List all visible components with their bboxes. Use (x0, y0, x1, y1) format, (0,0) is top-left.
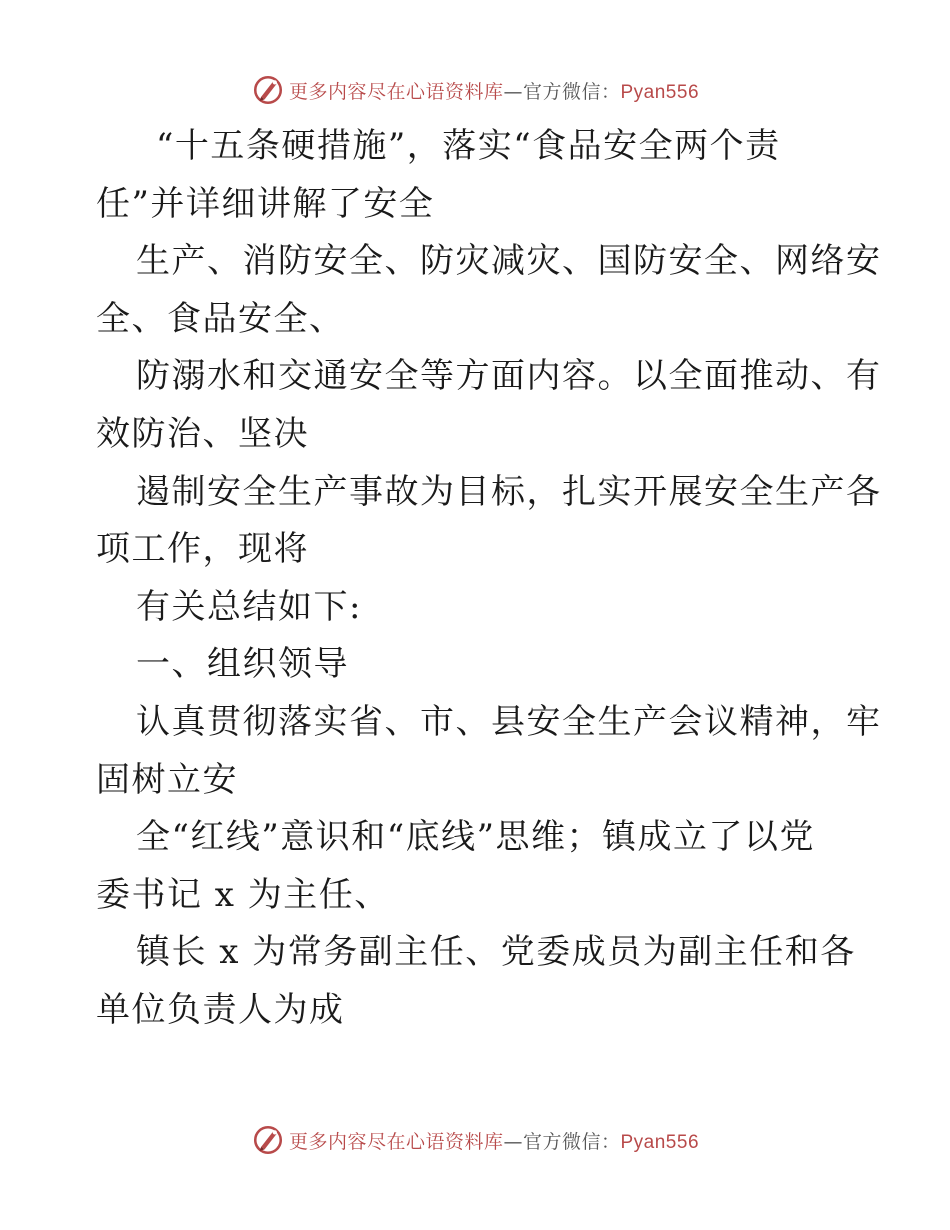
watermark-wechat-id: Pyan556 (620, 81, 700, 103)
watermark-wechat-label: 官方微信： (522, 80, 621, 103)
body-line: 有关总结如下: (136, 586, 362, 627)
body-line: 单位负责人为成 (96, 989, 345, 1030)
body-line: 全、食品安全、 (96, 298, 345, 339)
header-watermark (0, 70, 950, 110)
watermark-dash: — (503, 80, 523, 103)
watermark-site-text: 更多内容尽在心语资料库 (288, 80, 504, 103)
body-line: 镇长 x 为常务副主任、党委成员为副主任和各 (136, 932, 856, 973)
body-line: 固树立安 (96, 759, 238, 800)
body-line: 遏制安全生产事故为目标，扎实开展安全生产各 (136, 471, 882, 512)
watermark-site-text: 更多内容尽在心语资料库 (288, 1130, 504, 1153)
document-body (96, 118, 882, 1040)
body-line: 任”并详细讲解了安全 (96, 183, 435, 224)
watermark-dash: — (503, 1130, 523, 1153)
pen-circle-logo-icon (251, 1123, 285, 1157)
body-line: 委书记 x 为主任、 (96, 874, 390, 915)
watermark-wechat-id: Pyan556 (620, 1131, 700, 1153)
body-line: 全“红线”意识和“底线”思维；镇成立了以党 (136, 817, 816, 858)
body-line: 效防治、坚决 (96, 413, 309, 454)
watermark-wechat-label: 官方微信： (522, 1130, 621, 1153)
watermark-text (289, 77, 699, 104)
body-line: 生产、消防安全、防灾减灾、国防安全、网络安 (136, 241, 882, 282)
body-line: 认真贯彻落实省、市、县安全生产会议精神，牢 (136, 701, 882, 742)
body-line: “十五条硬措施”，落实“食品安全两个责 (156, 126, 781, 166)
watermark-text (289, 1127, 699, 1154)
footer-watermark (0, 1120, 950, 1160)
section-heading: 一、组织领导 (136, 644, 349, 685)
body-line: 项工作，现将 (96, 529, 309, 570)
pen-circle-logo-icon (251, 73, 285, 107)
body-line: 防溺水和交通安全等方面内容。以全面推动、有 (136, 356, 882, 397)
